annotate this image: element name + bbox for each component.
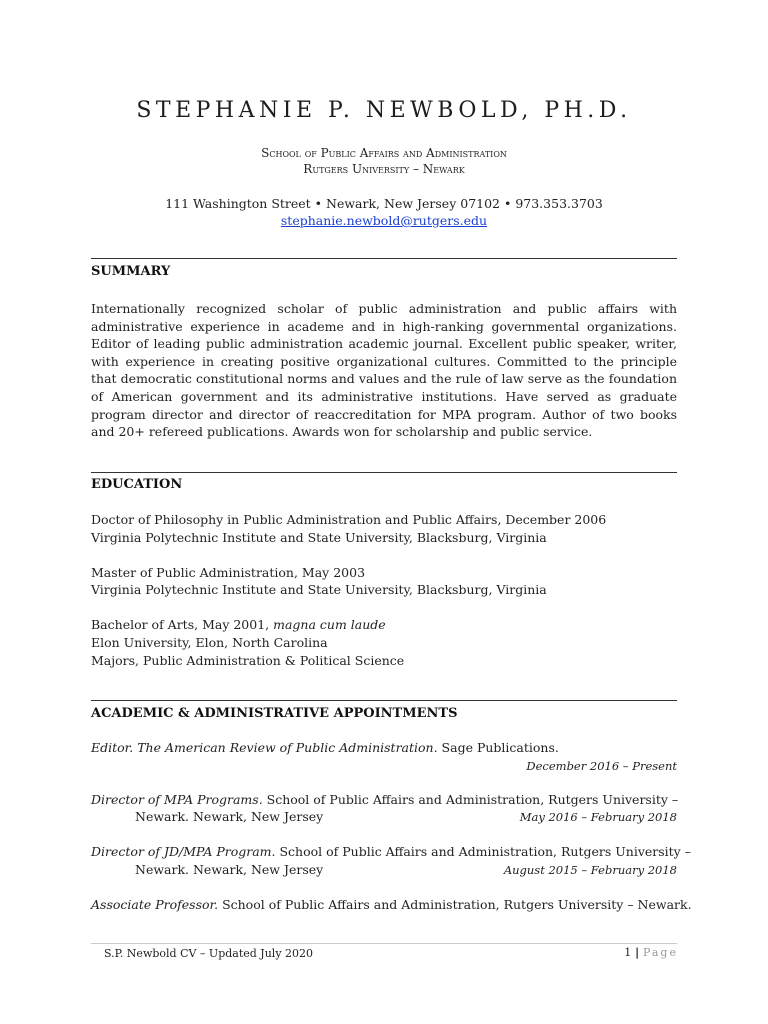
page-separator: |	[631, 946, 643, 959]
section-divider	[91, 472, 677, 473]
phd-school: Virginia Polytechnic Institute and State University, Blacksburg, Virginia	[91, 530, 547, 545]
editor-date: December 2016 – Present	[526, 759, 677, 773]
assoc-org: School of Public Affairs and Administration, Rutgers University – Newark.	[218, 897, 692, 912]
mpa-date: May 2016 – February 2018	[519, 810, 677, 824]
appointments-heading: ACADEMIC & ADMINISTRATIVE APPOINTMENTS	[91, 706, 458, 721]
mpa-org: School of Public Affairs and Administration, Rutgers University –	[262, 792, 679, 807]
ba-school: Elon University, Elon, North Carolina	[91, 635, 328, 650]
education-heading: EDUCATION	[91, 477, 183, 492]
ba-degree	[91, 617, 681, 632]
section-divider	[91, 258, 677, 259]
appointment-associate-professor	[91, 897, 692, 912]
mpa-school: Virginia Polytechnic Institute and State University, Blacksburg, Virginia	[91, 582, 547, 597]
jd-date: August 2015 – February 2018	[503, 863, 677, 877]
ba-majors: Majors, Public Administration & Political Science	[91, 653, 405, 668]
contact-email	[0, 213, 768, 228]
jd-title: Director of JD/MPA Program.	[91, 844, 276, 859]
appointment-editor	[91, 740, 681, 755]
mpa-degree: Master of Public Administration, May 2003	[91, 565, 366, 580]
contact-address: 111 Washington Street • Newark, New Jersey 07102 • 973.353.3703	[165, 196, 603, 211]
assoc-title: Associate Professor.	[91, 897, 219, 912]
footer-divider	[91, 943, 677, 944]
footer-text: S.P. Newbold CV – Updated July 2020	[104, 947, 314, 960]
ba-degree-text: Bachelor of Arts, May 2001,	[91, 617, 274, 632]
ba-honor: magna cum laude	[273, 617, 386, 632]
summary-text: Internationally recognized scholar of public administration and public affairs with administrative experience in academe and in high-ranking governmental organizations. Editor of leading public administration academic journal. Excellent public speaker, writer, with experience in creating positive organizational cultures. Committed to the principle that democratic constitutional norms and values and the rule of law serve as the foundation of American government and its administrative institutions. Have served as graduate program director and director of reaccreditation for MPA program. Author of two books and 20+ refereed publications. Awards won for scholarship and public service.	[91, 301, 677, 440]
cv-name: STEPHANIE P. NEWBOLD, PH.D.	[136, 98, 632, 123]
summary-heading: SUMMARY	[91, 264, 171, 279]
university-name: Rutgers University – Newark	[303, 162, 465, 176]
appointment-mpa-director	[91, 792, 681, 807]
footer-page	[624, 946, 678, 959]
page-word: Page	[642, 946, 678, 959]
mpa-title: Director of MPA Programs.	[91, 792, 263, 807]
jd-org: School of Public Affairs and Administration, Rutgers University –	[275, 844, 691, 859]
editor-org: Sage Publications.	[437, 740, 559, 755]
page-number: 1	[624, 946, 632, 959]
section-divider	[91, 700, 677, 701]
jd-location: Newark. Newark, New Jersey	[135, 862, 324, 877]
mpa-location: Newark. Newark, New Jersey	[135, 809, 324, 824]
phd-degree: Doctor of Philosophy in Public Administration and Public Affairs, December 2006	[91, 512, 607, 527]
school-name: School of Public Affairs and Administration	[261, 146, 507, 160]
appointment-jd-director	[91, 844, 691, 859]
email-link[interactable]: stephanie.newbold@rutgers.edu	[280, 213, 488, 228]
editor-title: Editor. The American Review of Public Administration.	[91, 740, 438, 755]
